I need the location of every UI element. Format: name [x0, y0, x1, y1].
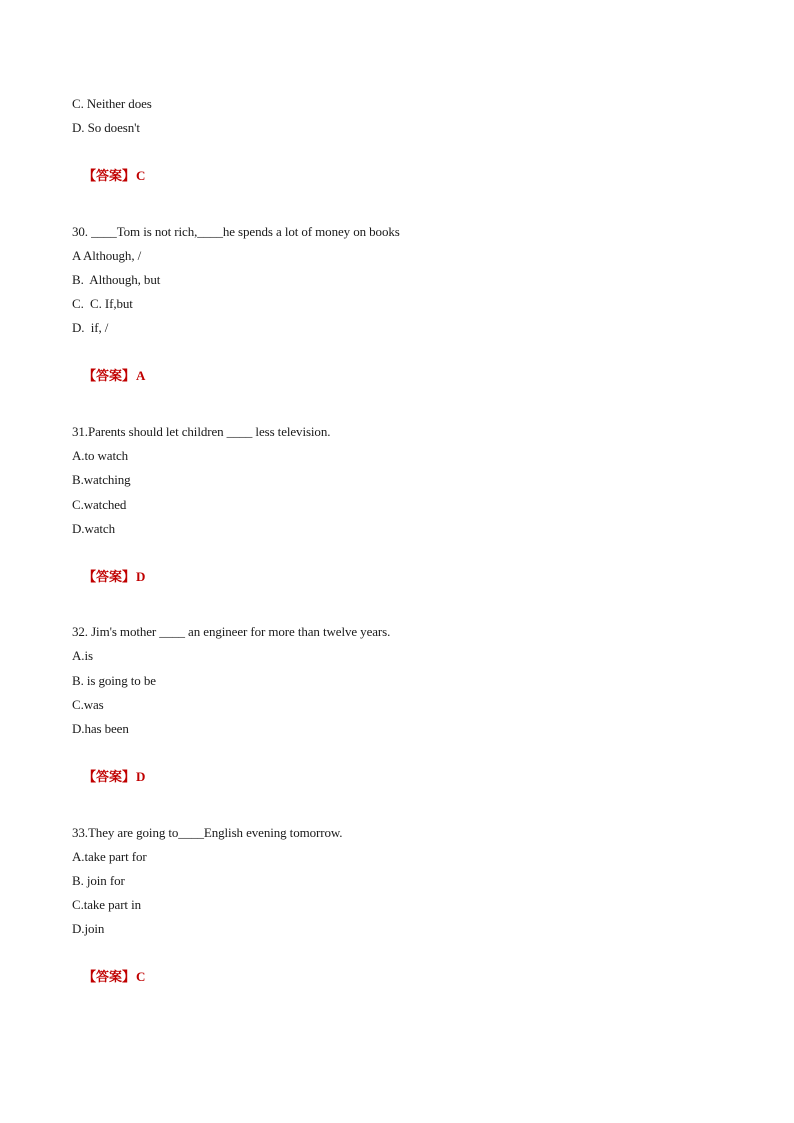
answer-value: A [136, 368, 146, 383]
q30-option-a: A Although, / [72, 248, 142, 263]
q31-option-d: D.watch [72, 521, 115, 536]
q33-option-b: B. join for [72, 873, 125, 888]
answer-label: 【答案】 [83, 970, 136, 985]
q30-option-d: D. if, / [72, 320, 109, 335]
answer-value: D [136, 569, 146, 584]
q32-option-c: C.was [72, 697, 104, 712]
q29-answer [70, 152, 145, 201]
answer-label: 【答案】 [83, 570, 136, 585]
q30-answer [70, 352, 145, 401]
q33-option-d: D.join [72, 921, 105, 936]
q31-option-b: B.watching [72, 472, 131, 487]
q32-option-b: B. is going to be [72, 673, 156, 688]
q33-option-c: C.take part in [72, 897, 141, 912]
answer-label: 【答案】 [83, 169, 136, 184]
q30-question: 30. ____Tom is not rich,____he spends a lot of money on books [72, 224, 400, 239]
q29-option-d: D. So doesn't [72, 120, 140, 135]
q29-option-c: C. Neither does [72, 96, 152, 111]
q30-option-b: B. Although, but [72, 272, 161, 287]
answer-value: C [136, 168, 146, 183]
answer-value: D [136, 769, 146, 784]
q33-question: 33.They are going to____English evening tomorrow. [72, 825, 343, 840]
answer-label: 【答案】 [83, 369, 136, 384]
q32-question: 32. Jim's mother ____ an engineer for more than twelve years. [72, 624, 391, 639]
q31-answer [70, 553, 145, 602]
q33-option-a: A.take part for [72, 849, 147, 864]
answer-value: C [136, 969, 146, 984]
q31-option-c: C.watched [72, 497, 127, 512]
q32-option-a: A.is [72, 648, 93, 663]
answer-label: 【答案】 [83, 770, 136, 785]
q30-option-c: C. C. If,but [72, 296, 133, 311]
q31-question: 31.Parents should let children ____ less television. [72, 424, 331, 439]
q33-answer [70, 953, 145, 1002]
q32-option-d: D.has been [72, 721, 129, 736]
q32-answer [70, 753, 145, 802]
q31-option-a: A.to watch [72, 448, 129, 463]
